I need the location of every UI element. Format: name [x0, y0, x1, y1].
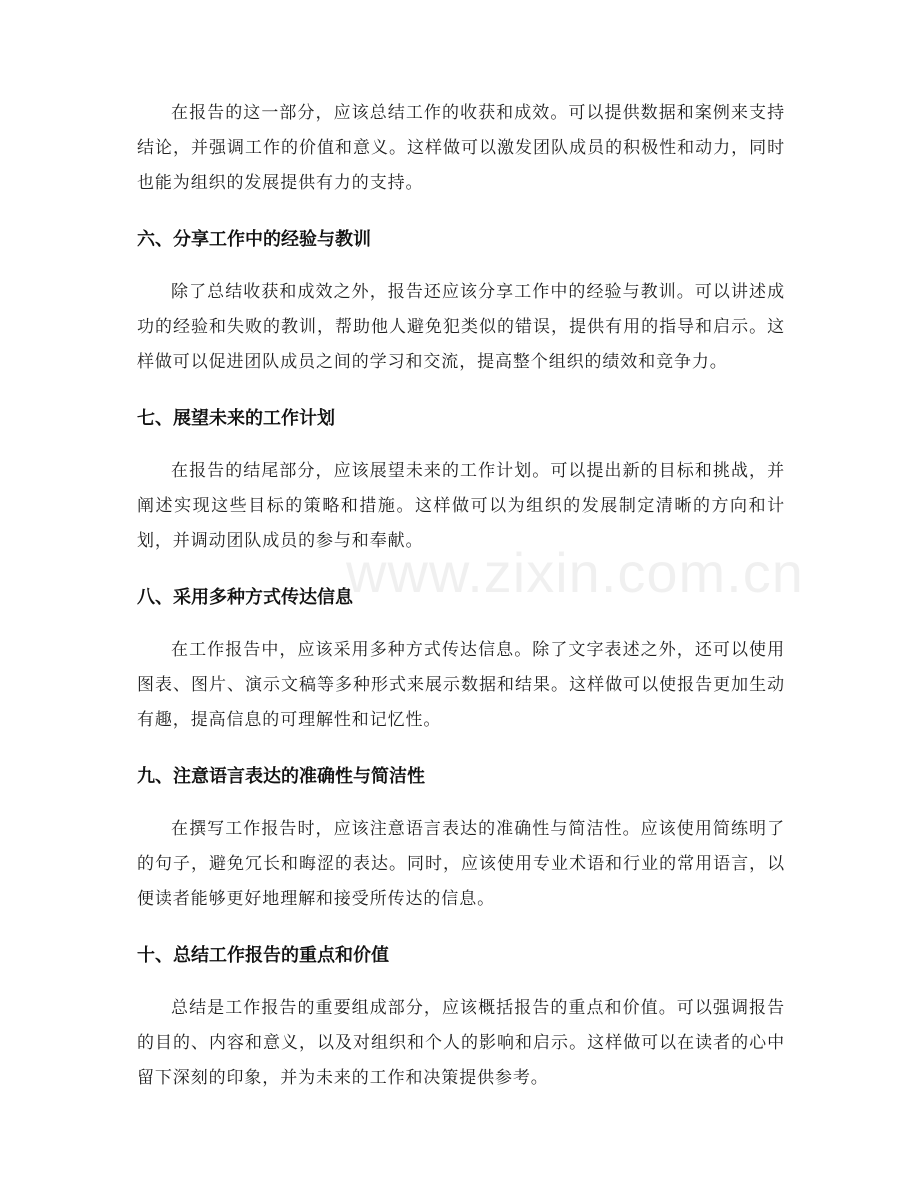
section-body-7: 在报告的结尾部分，应该展望未来的工作计划。可以提出新的目标和挑战，并阐述实现这些目标的策略和措施。这样做可以为组织的发展制定清晰的方向和计划，并调动团队成员的参与和奉献。 [137, 461, 785, 551]
section-body-10: 总结是工作报告的重要组成部分，应该概括报告的重点和价值。可以强调报告的目的、内容和意义，以及对组织和个人的影响和启示。这样做可以在读者的心中留下深刻的印象，并为未来的工作和决策提供参考。 [137, 998, 785, 1088]
section-body-8: 在工作报告中，应该采用多种方式传达信息。除了文字表述之外，还可以使用图表、图片、演示文稿等多种形式来展示数据和结果。这样做可以使报告更加生动有趣，提高信息的可理解性和记忆性。 [137, 640, 785, 730]
watermark-text: www.zixin.com.cn [346, 541, 804, 604]
section-body-6: 除了总结收获和成效之外，报告还应该分享工作中的经验与教训。可以讲述成功的经验和失败的教训，帮助他人避免犯类似的错误，提供有用的指导和启示。这样做可以促进团队成员之间的学习和交流，提高整个组织的绩效和竞争力。 [137, 282, 785, 372]
section-body-9: 在撰写工作报告时，应该注意语言表达的准确性与简洁性。应该使用简练明了的句子，避免冗长和晦涩的表达。同时，应该使用专业术语和行业的常用语言，以便读者能够更好地理解和接受所传达的信息。 [137, 819, 785, 909]
section-heading-6: 六、分享工作中的经验与教训 [137, 229, 371, 250]
section-heading-8: 八、采用多种方式传达信息 [137, 587, 353, 608]
section-heading-7: 七、展望未来的工作计划 [137, 408, 335, 429]
intro-paragraph: 在报告的这一部分，应该总结工作的收获和成效。可以提供数据和案例来支持结论，并强调工作的价值和意义。这样做可以激发团队成员的积极性和动力，同时也能为组织的发展提供有力的支持。 [137, 103, 785, 193]
section-heading-9: 九、注意语言表达的准确性与简洁性 [137, 766, 425, 787]
document-page [137, 96, 785, 1096]
section-heading-10: 十、总结工作报告的重点和价值 [137, 945, 389, 966]
